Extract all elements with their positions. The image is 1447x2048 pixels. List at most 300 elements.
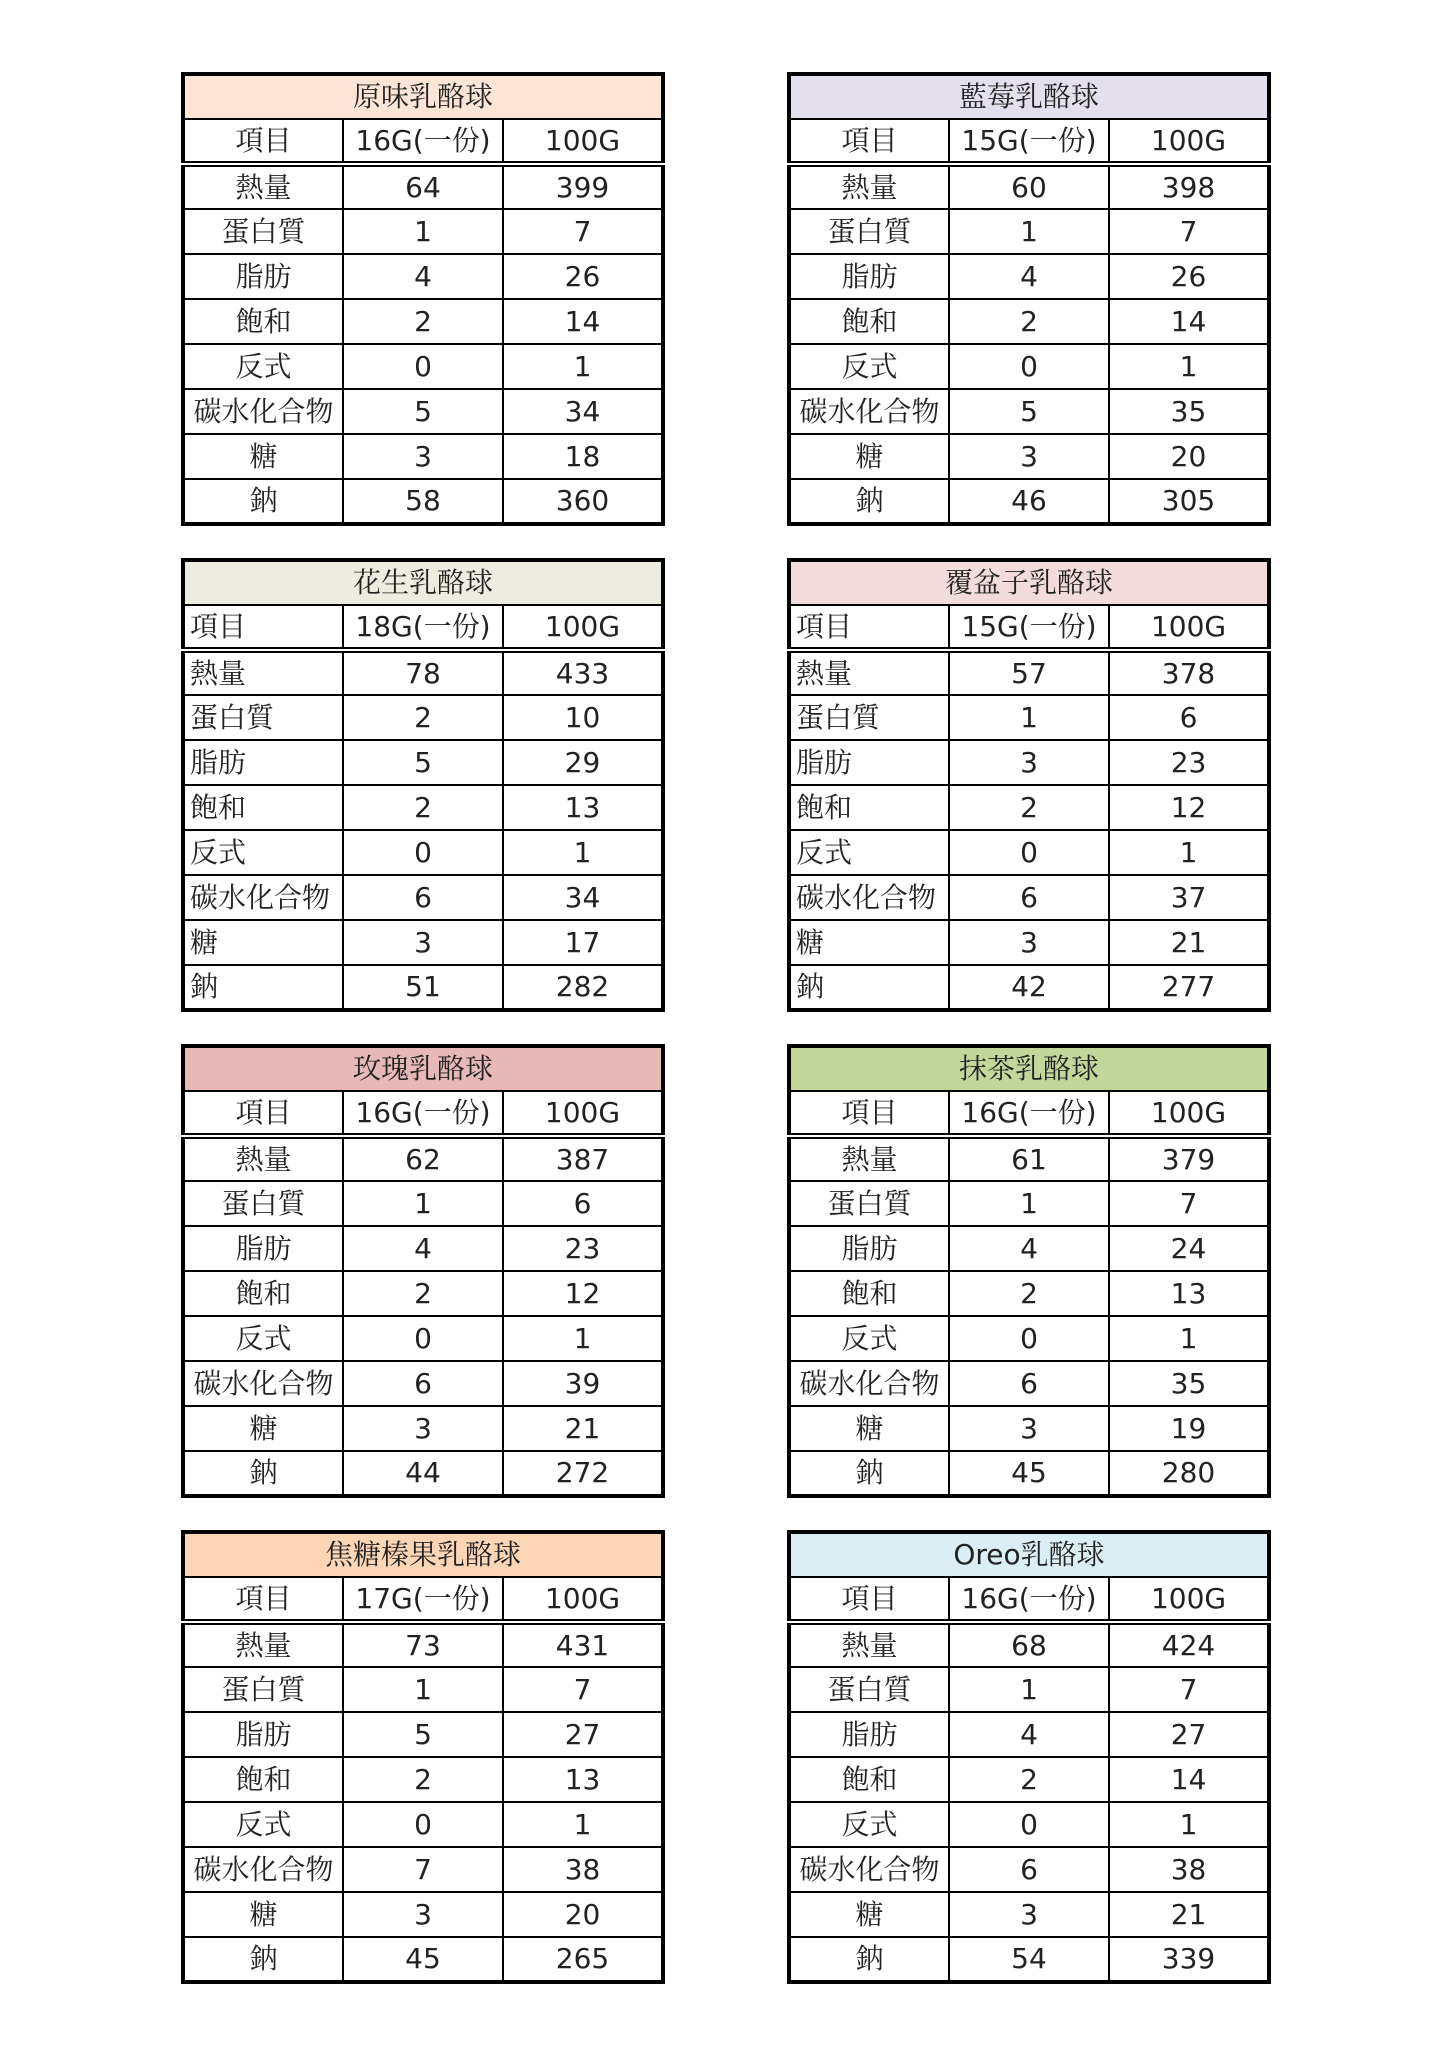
nutrient-label: 鈉 — [183, 965, 343, 1010]
per-100g-value: 1 — [503, 1316, 663, 1361]
per-serving-value: 57 — [949, 650, 1109, 695]
per-serving-value: 1 — [949, 1181, 1109, 1226]
nutrient-row — [183, 740, 663, 785]
per-serving-value: 44 — [343, 1451, 503, 1496]
nutrient-row — [789, 1802, 1269, 1847]
nutrient-label: 蛋白質 — [183, 1181, 343, 1226]
nutrient-row — [789, 1667, 1269, 1712]
nutrient-label: 糖 — [789, 920, 949, 965]
per-100g-value: 265 — [503, 1937, 663, 1982]
per-serving-value: 2 — [949, 785, 1109, 830]
nutrition-table-matcha — [787, 1044, 1271, 1498]
per-100g-value: 20 — [503, 1892, 663, 1937]
nutrient-row — [183, 254, 663, 299]
nutrient-label: 碳水化合物 — [183, 389, 343, 434]
nutrient-row — [789, 740, 1269, 785]
nutrient-row — [183, 1406, 663, 1451]
nutrient-row — [183, 1451, 663, 1496]
per-serving-value: 6 — [949, 875, 1109, 920]
per-100g-value: 35 — [1109, 1361, 1269, 1406]
nutrient-label: 反式 — [183, 344, 343, 389]
nutrient-label: 反式 — [183, 830, 343, 875]
per-100g-value: 1 — [503, 344, 663, 389]
table-body — [789, 74, 1269, 524]
nutrition-table-original — [181, 72, 665, 526]
per-100g-value: 23 — [1109, 740, 1269, 785]
nutrient-label: 飽和 — [183, 1271, 343, 1316]
per-serving-value: 60 — [949, 164, 1109, 209]
per-100g-value: 13 — [503, 1757, 663, 1802]
title-row — [789, 560, 1269, 605]
nutrient-row — [183, 920, 663, 965]
per-serving-value: 3 — [343, 1892, 503, 1937]
per-serving-value: 6 — [343, 875, 503, 920]
nutrient-label: 碳水化合物 — [183, 875, 343, 920]
nutrient-row — [183, 1226, 663, 1271]
nutrient-label: 飽和 — [183, 1757, 343, 1802]
per-100g-value: 379 — [1109, 1136, 1269, 1181]
per-100g-value: 21 — [1109, 1892, 1269, 1937]
header-row — [789, 1577, 1269, 1622]
nutrient-row — [183, 1937, 663, 1982]
per-serving-value: 0 — [343, 830, 503, 875]
nutrient-label: 反式 — [789, 830, 949, 875]
per-100g-value: 34 — [503, 875, 663, 920]
per-100g-value: 7 — [503, 209, 663, 254]
per-100g-header: 100G — [503, 1091, 663, 1136]
per-serving-value: 1 — [949, 1667, 1109, 1712]
per-serving-value: 3 — [343, 434, 503, 479]
per-100g-value: 27 — [503, 1712, 663, 1757]
nutrient-row — [183, 434, 663, 479]
per-100g-value: 19 — [1109, 1406, 1269, 1451]
per-serving-value: 0 — [949, 344, 1109, 389]
nutrient-label: 熱量 — [183, 1622, 343, 1667]
table-body — [789, 1046, 1269, 1496]
per-100g-value: 1 — [503, 1802, 663, 1847]
nutrient-row — [183, 875, 663, 920]
nutrient-row — [789, 1361, 1269, 1406]
per-100g-value: 398 — [1109, 164, 1269, 209]
nutrient-label: 熱量 — [789, 1622, 949, 1667]
nutrient-label: 鈉 — [183, 479, 343, 524]
per-serving-value: 0 — [343, 344, 503, 389]
nutrient-label: 蛋白質 — [789, 1181, 949, 1226]
nutrient-label: 熱量 — [789, 164, 949, 209]
table-title: 原味乳酪球 — [183, 74, 663, 119]
nutrient-label: 蛋白質 — [789, 209, 949, 254]
nutrient-row — [183, 389, 663, 434]
nutrient-row — [789, 695, 1269, 740]
table-title: 抹茶乳酪球 — [789, 1046, 1269, 1091]
per-100g-value: 1 — [503, 830, 663, 875]
nutrient-label: 脂肪 — [183, 1712, 343, 1757]
per-100g-value: 1 — [1109, 1802, 1269, 1847]
nutrient-label: 脂肪 — [789, 1712, 949, 1757]
per-100g-header: 100G — [1109, 1091, 1269, 1136]
per-serving-value: 7 — [343, 1847, 503, 1892]
per-serving-value: 64 — [343, 164, 503, 209]
nutrient-row — [789, 920, 1269, 965]
per-100g-value: 6 — [1109, 695, 1269, 740]
per-100g-value: 35 — [1109, 389, 1269, 434]
per-100g-value: 7 — [503, 1667, 663, 1712]
nutrient-row — [183, 1802, 663, 1847]
per-100g-value: 21 — [1109, 920, 1269, 965]
nutrient-label: 飽和 — [789, 1757, 949, 1802]
per-100g-value: 1 — [1109, 1316, 1269, 1361]
nutrient-row — [789, 650, 1269, 695]
item-header: 項目 — [789, 119, 949, 164]
nutrient-row — [789, 1757, 1269, 1802]
per-serving-value: 5 — [343, 1712, 503, 1757]
per-100g-value: 13 — [1109, 1271, 1269, 1316]
item-header: 項目 — [183, 1091, 343, 1136]
table-body — [183, 1046, 663, 1496]
per-100g-value: 7 — [1109, 209, 1269, 254]
per-serving-value: 1 — [949, 695, 1109, 740]
nutrient-row — [183, 1181, 663, 1226]
per-serving-value: 4 — [343, 254, 503, 299]
per-100g-value: 10 — [503, 695, 663, 740]
nutrient-label: 鈉 — [789, 1937, 949, 1982]
nutrient-row — [789, 434, 1269, 479]
title-row — [183, 560, 663, 605]
serving-size-header: 16G(一份) — [343, 1091, 503, 1136]
nutrition-table-oreo — [787, 1530, 1271, 1984]
per-serving-value: 6 — [949, 1361, 1109, 1406]
per-100g-value: 433 — [503, 650, 663, 695]
nutrient-row — [789, 389, 1269, 434]
nutrient-row — [183, 965, 663, 1010]
per-100g-value: 12 — [503, 1271, 663, 1316]
table-title: 焦糖榛果乳酪球 — [183, 1532, 663, 1577]
per-serving-value: 2 — [949, 1271, 1109, 1316]
per-serving-value: 4 — [949, 1712, 1109, 1757]
per-serving-value: 78 — [343, 650, 503, 695]
nutrient-label: 熱量 — [183, 164, 343, 209]
per-100g-value: 38 — [503, 1847, 663, 1892]
per-serving-value: 2 — [343, 1757, 503, 1802]
nutrient-row — [183, 1622, 663, 1667]
per-serving-value: 62 — [343, 1136, 503, 1181]
per-serving-value: 0 — [343, 1316, 503, 1361]
nutrient-row — [789, 1316, 1269, 1361]
per-serving-value: 3 — [949, 1406, 1109, 1451]
per-100g-value: 24 — [1109, 1226, 1269, 1271]
per-serving-value: 6 — [343, 1361, 503, 1406]
per-serving-value: 3 — [949, 1892, 1109, 1937]
nutrient-row — [789, 1451, 1269, 1496]
per-100g-value: 26 — [1109, 254, 1269, 299]
nutrient-row — [789, 254, 1269, 299]
table-body — [183, 1532, 663, 1982]
per-100g-value: 29 — [503, 740, 663, 785]
per-100g-value: 14 — [503, 299, 663, 344]
nutrient-label: 鈉 — [789, 965, 949, 1010]
table-title: 花生乳酪球 — [183, 560, 663, 605]
table-title: 藍莓乳酪球 — [789, 74, 1269, 119]
serving-size-header: 18G(一份) — [343, 605, 503, 650]
per-100g-value: 305 — [1109, 479, 1269, 524]
per-serving-value: 3 — [949, 920, 1109, 965]
nutrient-label: 熱量 — [183, 650, 343, 695]
per-100g-value: 277 — [1109, 965, 1269, 1010]
nutrient-row — [183, 1136, 663, 1181]
title-row — [183, 1046, 663, 1091]
nutrient-row — [183, 479, 663, 524]
nutrient-row — [183, 1271, 663, 1316]
nutrient-row — [183, 1847, 663, 1892]
per-100g-value: 20 — [1109, 434, 1269, 479]
per-serving-value: 5 — [343, 740, 503, 785]
per-serving-value: 3 — [949, 434, 1109, 479]
title-row — [789, 1532, 1269, 1577]
per-serving-value: 58 — [343, 479, 503, 524]
item-header: 項目 — [789, 605, 949, 650]
nutrient-label: 反式 — [789, 1802, 949, 1847]
per-100g-value: 6 — [503, 1181, 663, 1226]
nutrition-table-blueberry — [787, 72, 1271, 526]
per-100g-value: 13 — [503, 785, 663, 830]
per-100g-header: 100G — [503, 1577, 663, 1622]
per-100g-value: 282 — [503, 965, 663, 1010]
nutrient-row — [183, 1316, 663, 1361]
per-serving-value: 3 — [343, 1406, 503, 1451]
per-100g-value: 272 — [503, 1451, 663, 1496]
nutrient-label: 脂肪 — [789, 254, 949, 299]
nutrition-table-rose — [181, 1044, 665, 1498]
per-serving-value: 46 — [949, 479, 1109, 524]
per-serving-value: 2 — [949, 299, 1109, 344]
nutrient-label: 碳水化合物 — [789, 875, 949, 920]
nutrient-label: 脂肪 — [789, 740, 949, 785]
nutrient-label: 糖 — [789, 1406, 949, 1451]
per-100g-value: 387 — [503, 1136, 663, 1181]
table-body — [183, 74, 663, 524]
nutrient-row — [183, 830, 663, 875]
nutrient-label: 反式 — [789, 1316, 949, 1361]
nutrient-label: 蛋白質 — [183, 1667, 343, 1712]
per-100g-value: 7 — [1109, 1667, 1269, 1712]
per-100g-value: 37 — [1109, 875, 1269, 920]
per-100g-value: 14 — [1109, 299, 1269, 344]
nutrient-row — [183, 1712, 663, 1757]
nutrient-row — [183, 1667, 663, 1712]
nutrient-row — [789, 1271, 1269, 1316]
nutrient-label: 鈉 — [789, 1451, 949, 1496]
nutrient-label: 飽和 — [183, 299, 343, 344]
nutrient-row — [789, 1136, 1269, 1181]
per-100g-value: 39 — [503, 1361, 663, 1406]
per-serving-value: 5 — [949, 389, 1109, 434]
nutrient-label: 蛋白質 — [789, 695, 949, 740]
per-100g-value: 34 — [503, 389, 663, 434]
nutrient-row — [789, 1937, 1269, 1982]
per-100g-value: 38 — [1109, 1847, 1269, 1892]
serving-size-header: 16G(一份) — [343, 119, 503, 164]
header-row — [183, 119, 663, 164]
per-100g-value: 26 — [503, 254, 663, 299]
nutrient-row — [789, 965, 1269, 1010]
per-100g-header: 100G — [1109, 119, 1269, 164]
item-header: 項目 — [789, 1577, 949, 1622]
per-serving-value: 2 — [949, 1757, 1109, 1802]
per-serving-value: 2 — [343, 299, 503, 344]
per-serving-value: 0 — [949, 1802, 1109, 1847]
nutrient-row — [789, 1712, 1269, 1757]
table-body — [789, 1532, 1269, 1982]
nutrient-label: 脂肪 — [183, 740, 343, 785]
per-serving-value: 1 — [949, 209, 1109, 254]
nutrient-label: 碳水化合物 — [789, 1847, 949, 1892]
per-serving-value: 1 — [343, 209, 503, 254]
nutrition-table-peanut — [181, 558, 665, 1012]
nutrient-row — [183, 164, 663, 209]
per-serving-value: 2 — [343, 785, 503, 830]
per-100g-value: 399 — [503, 164, 663, 209]
per-100g-value: 424 — [1109, 1622, 1269, 1667]
per-100g-value: 339 — [1109, 1937, 1269, 1982]
nutrient-label: 碳水化合物 — [183, 1361, 343, 1406]
nutrient-row — [789, 344, 1269, 389]
per-100g-value: 360 — [503, 479, 663, 524]
per-100g-header: 100G — [503, 605, 663, 650]
nutrient-row — [183, 1361, 663, 1406]
nutrient-label: 反式 — [183, 1802, 343, 1847]
serving-size-header: 15G(一份) — [949, 119, 1109, 164]
per-serving-value: 54 — [949, 1937, 1109, 1982]
nutrient-label: 熱量 — [789, 1136, 949, 1181]
nutrient-row — [789, 1892, 1269, 1937]
nutrient-label: 脂肪 — [789, 1226, 949, 1271]
nutrient-row — [183, 650, 663, 695]
nutrient-label: 鈉 — [183, 1451, 343, 1496]
nutrient-label: 糖 — [183, 1892, 343, 1937]
serving-size-header: 17G(一份) — [343, 1577, 503, 1622]
nutrition-table-raspberry — [787, 558, 1271, 1012]
nutrient-label: 鈉 — [183, 1937, 343, 1982]
per-serving-value: 42 — [949, 965, 1109, 1010]
nutrient-label: 蛋白質 — [183, 695, 343, 740]
nutrition-table-caramel-hazelnut — [181, 1530, 665, 1984]
title-row — [183, 74, 663, 119]
nutrient-row — [789, 209, 1269, 254]
nutrient-label: 糖 — [183, 434, 343, 479]
nutrient-label: 反式 — [789, 344, 949, 389]
nutrient-label: 碳水化合物 — [789, 1361, 949, 1406]
per-serving-value: 6 — [949, 1847, 1109, 1892]
nutrient-row — [789, 1847, 1269, 1892]
nutrient-label: 熱量 — [183, 1136, 343, 1181]
per-100g-value: 17 — [503, 920, 663, 965]
nutrient-label: 飽和 — [789, 299, 949, 344]
per-serving-value: 4 — [949, 254, 1109, 299]
title-row — [183, 1532, 663, 1577]
nutrient-label: 脂肪 — [183, 254, 343, 299]
nutrient-row — [789, 785, 1269, 830]
per-serving-value: 45 — [343, 1937, 503, 1982]
nutrient-row — [789, 299, 1269, 344]
per-serving-value: 45 — [949, 1451, 1109, 1496]
per-100g-value: 378 — [1109, 650, 1269, 695]
per-serving-value: 68 — [949, 1622, 1109, 1667]
per-serving-value: 0 — [949, 1316, 1109, 1361]
nutrient-label: 鈉 — [789, 479, 949, 524]
header-row — [789, 119, 1269, 164]
per-serving-value: 61 — [949, 1136, 1109, 1181]
nutrient-row — [789, 164, 1269, 209]
nutrient-label: 脂肪 — [183, 1226, 343, 1271]
per-100g-header: 100G — [1109, 1577, 1269, 1622]
per-serving-value: 0 — [343, 1802, 503, 1847]
nutrient-row — [789, 1406, 1269, 1451]
nutrient-row — [789, 875, 1269, 920]
table-title: Oreo乳酪球 — [789, 1532, 1269, 1577]
per-100g-value: 21 — [503, 1406, 663, 1451]
title-row — [789, 1046, 1269, 1091]
table-title: 玫瑰乳酪球 — [183, 1046, 663, 1091]
per-100g-header: 100G — [1109, 605, 1269, 650]
per-serving-value: 5 — [343, 389, 503, 434]
nutrient-row — [183, 1757, 663, 1802]
per-serving-value: 4 — [343, 1226, 503, 1271]
per-serving-value: 1 — [343, 1181, 503, 1226]
table-title: 覆盆子乳酪球 — [789, 560, 1269, 605]
table-body — [789, 560, 1269, 1010]
nutrient-row — [789, 1226, 1269, 1271]
item-header: 項目 — [789, 1091, 949, 1136]
per-100g-value: 1 — [1109, 344, 1269, 389]
header-row — [789, 1091, 1269, 1136]
title-row — [789, 74, 1269, 119]
nutrient-row — [183, 344, 663, 389]
nutrient-label: 糖 — [183, 920, 343, 965]
per-serving-value: 3 — [343, 920, 503, 965]
per-serving-value: 0 — [949, 830, 1109, 875]
per-serving-value: 3 — [949, 740, 1109, 785]
serving-size-header: 15G(一份) — [949, 605, 1109, 650]
per-100g-value: 7 — [1109, 1181, 1269, 1226]
nutrient-label: 碳水化合物 — [789, 389, 949, 434]
header-row — [183, 605, 663, 650]
serving-size-header: 16G(一份) — [949, 1577, 1109, 1622]
nutrient-label: 飽和 — [789, 1271, 949, 1316]
nutrient-label: 糖 — [789, 434, 949, 479]
per-serving-value: 2 — [343, 1271, 503, 1316]
nutrient-row — [183, 695, 663, 740]
nutrient-row — [183, 785, 663, 830]
nutrient-row — [789, 1622, 1269, 1667]
per-serving-value: 4 — [949, 1226, 1109, 1271]
nutrient-label: 蛋白質 — [183, 209, 343, 254]
header-row — [183, 1091, 663, 1136]
nutrient-row — [789, 1181, 1269, 1226]
nutrient-label: 糖 — [789, 1892, 949, 1937]
nutrient-row — [183, 299, 663, 344]
nutrient-label: 飽和 — [789, 785, 949, 830]
per-100g-value: 280 — [1109, 1451, 1269, 1496]
nutrient-row — [789, 479, 1269, 524]
nutrient-row — [183, 209, 663, 254]
per-100g-value: 27 — [1109, 1712, 1269, 1757]
per-100g-value: 18 — [503, 434, 663, 479]
nutrient-label: 熱量 — [789, 650, 949, 695]
item-header: 項目 — [183, 119, 343, 164]
item-header: 項目 — [183, 605, 343, 650]
nutrient-label: 糖 — [183, 1406, 343, 1451]
nutrient-row — [789, 830, 1269, 875]
